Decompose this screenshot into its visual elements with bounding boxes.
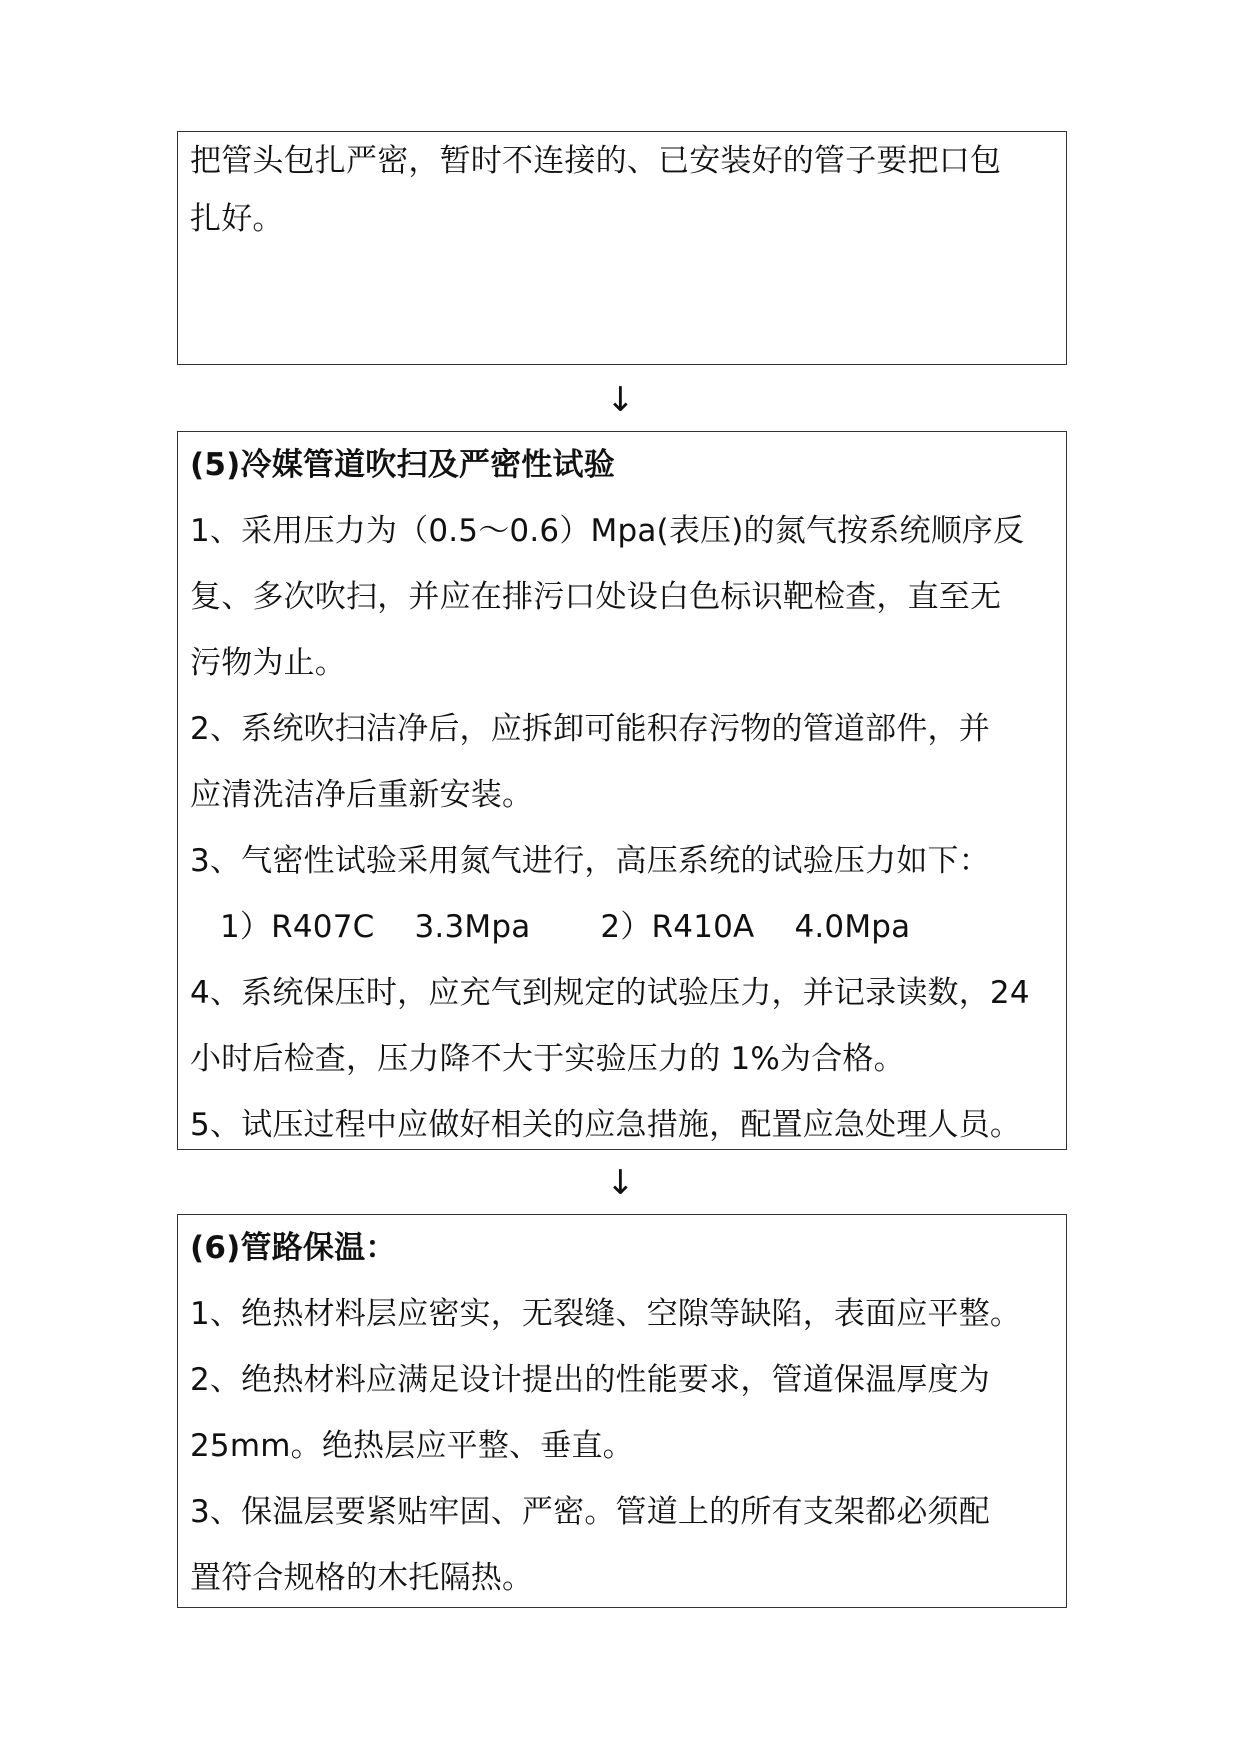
text-line: 3、气密性试验采用氮气进行，高压系统的试验压力如下： <box>190 843 990 879</box>
text-line: 把管头包扎严密，暂时不连接的、已安装好的管子要把口包 <box>190 143 1002 179</box>
text-box-continuation <box>177 131 1067 365</box>
pressure-list <box>190 894 1056 960</box>
text-line: 污物为止。 <box>190 645 346 681</box>
text-line: 置符合规格的木托隔热。 <box>190 1560 534 1596</box>
text-line: 小时后检查，压力降不大于实验压力的 1%为合格。 <box>190 1041 905 1077</box>
text-line: 1、采用压力为（0.5～0.6）Mpa(表压)的氮气按系统顺序反 <box>190 513 1025 549</box>
text-line: 4、系统保压时，应充气到规定的试验压力，并记录读数，24 <box>190 975 1030 1011</box>
text-line: 2、绝热材料应满足设计提出的性能要求，管道保温厚度为 <box>190 1362 990 1398</box>
text-line: 扎好。 <box>190 201 284 237</box>
section-title: (6)管路保温： <box>190 1230 397 1266</box>
down-arrow-icon: ↓ <box>606 380 635 420</box>
pressure-item-label: 1）R407C <box>220 909 375 945</box>
text-box-insulation <box>177 1214 1067 1608</box>
pressure-item-label: 2）R410A <box>600 909 755 945</box>
text-line: 应清洗洁净后重新安装。 <box>190 777 534 813</box>
text-box-purge-test <box>177 431 1067 1150</box>
section-title: (5)冷媒管道吹扫及严密性试验 <box>190 447 615 483</box>
text-line: 2、系统吹扫洁净后，应拆卸可能积存污物的管道部件，并 <box>190 711 990 747</box>
pressure-item-value: 4.0Mpa <box>794 909 911 945</box>
text-line: 3、保温层要紧贴牢固、严密。管道上的所有支架都必须配 <box>190 1494 990 1530</box>
text-line: 25mm。绝热层应平整、垂直。 <box>190 1428 634 1464</box>
pressure-item-value: 3.3Mpa <box>414 909 531 945</box>
text-line: 5、试压过程中应做好相关的应急措施，配置应急处理人员。 <box>190 1107 1022 1143</box>
text-line: 1、绝热材料层应密实，无裂缝、空隙等缺陷，表面应平整。 <box>190 1296 1022 1332</box>
text-line: 复、多次吹扫，并应在排污口处设白色标识靶检查，直至无 <box>190 579 1002 615</box>
down-arrow-icon: ↓ <box>606 1163 635 1203</box>
